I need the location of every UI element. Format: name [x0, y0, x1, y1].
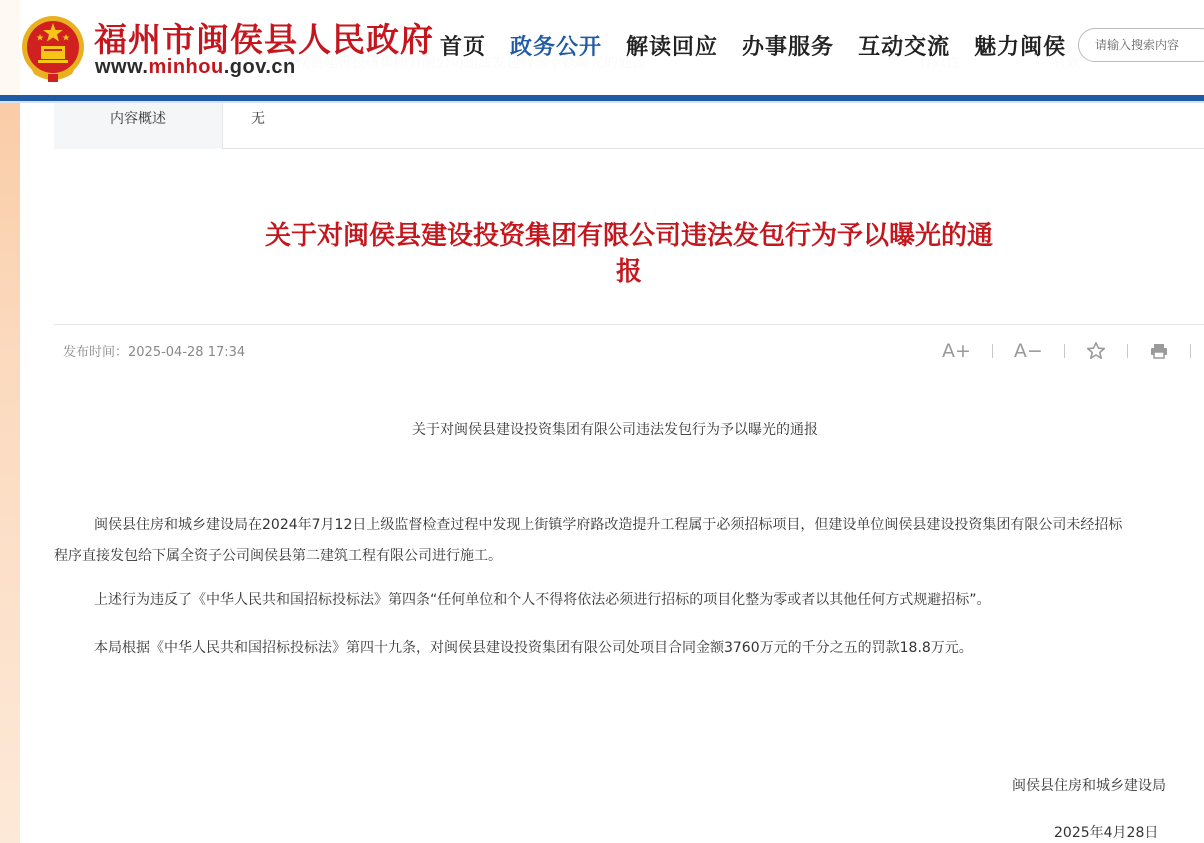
nav-item-government-affairs[interactable]: 政务公开: [510, 35, 603, 60]
site-url-suffix: .gov.cn: [223, 56, 296, 78]
star-icon[interactable]: [1086, 341, 1106, 361]
signature-date: 2025年4月28日: [1054, 825, 1159, 841]
paragraph-2-text: 上述行为违反了《中华人民共和国招标投标法》第四条“任何单位和个人不得将依法必须进行招标的项目化整为零或者以其他任何方式规避招标”。: [94, 592, 991, 608]
info-table-row: [54, 103, 1204, 149]
tool-separator: [1127, 344, 1128, 358]
print-icon[interactable]: [1149, 341, 1169, 361]
site-url-domain: minhou: [148, 56, 224, 78]
article-paragraph-1: [54, 510, 1204, 572]
info-label-summary: 内容概述: [54, 103, 222, 149]
tool-separator: [992, 344, 993, 358]
article-paragraph-2: [54, 585, 1204, 616]
nav-item-interaction[interactable]: 互动交流: [858, 35, 951, 60]
title-divider: [54, 324, 1204, 325]
font-increase-button[interactable]: A+: [942, 340, 971, 362]
paragraph-1-line-1: 闽侯县住房和城乡建设局在2024年7月12日上级监督检查过程中发现上街镇学府路改造提升工程属于必须招标项目，但建设单位闽侯县建设投资集团有限公司未经招标: [94, 517, 1123, 533]
article-tools: [942, 340, 1204, 362]
info-value-summary: 无: [251, 111, 265, 127]
site-url[interactable]: [95, 56, 296, 79]
search-input[interactable]: 请输入搜索内容: [1078, 28, 1204, 62]
nav-item-interpretation[interactable]: 解读回应: [626, 35, 719, 60]
site-title[interactable]: 福州市闽侯县人民政府: [94, 20, 434, 59]
nav-item-charm-minhou[interactable]: 魅力闽侯: [974, 35, 1067, 60]
article-subtitle: 关于对闽侯县建设投资集团有限公司违法发包行为予以曝光的通报: [412, 422, 818, 438]
site-url-prefix: www.: [95, 56, 149, 78]
main-nav: [440, 30, 1066, 61]
left-decorative-strip: [0, 0, 20, 843]
info-cell-divider: [222, 103, 223, 149]
paragraph-3-text: 本局根据《中华人民共和国招标投标法》第四十九条，对闽侯县建设投资集团有限公司处项目合同金额3760万元的千分之五的罚款18.8万元。: [94, 640, 973, 656]
site-header: [0, 0, 1204, 95]
article-paragraph-3: [54, 633, 1204, 664]
publish-time-value: 2025-04-28 17:34: [128, 345, 246, 360]
publish-time-label: 发布时间：: [63, 345, 129, 360]
nav-item-services[interactable]: 办事服务: [742, 35, 835, 60]
article-title-line2: 报: [615, 257, 642, 287]
article-title: [224, 218, 1034, 290]
signature-organization: 闽侯县住房和城乡建设局: [1012, 778, 1166, 794]
nav-item-home[interactable]: 首页: [440, 35, 487, 60]
tool-separator: [1064, 344, 1065, 358]
article-title-line1: 关于对闽侯县建设投资集团有限公司违法发包行为予以曝光的通: [264, 221, 993, 251]
publish-time: [63, 341, 245, 360]
font-decrease-button[interactable]: A−: [1013, 340, 1043, 362]
national-emblem-icon: [20, 14, 86, 84]
tool-separator: [1190, 344, 1191, 358]
paragraph-1-line-2: 程序直接发包给下属全资子公司闽侯县第二建筑工程有限公司进行施工。: [54, 548, 502, 564]
